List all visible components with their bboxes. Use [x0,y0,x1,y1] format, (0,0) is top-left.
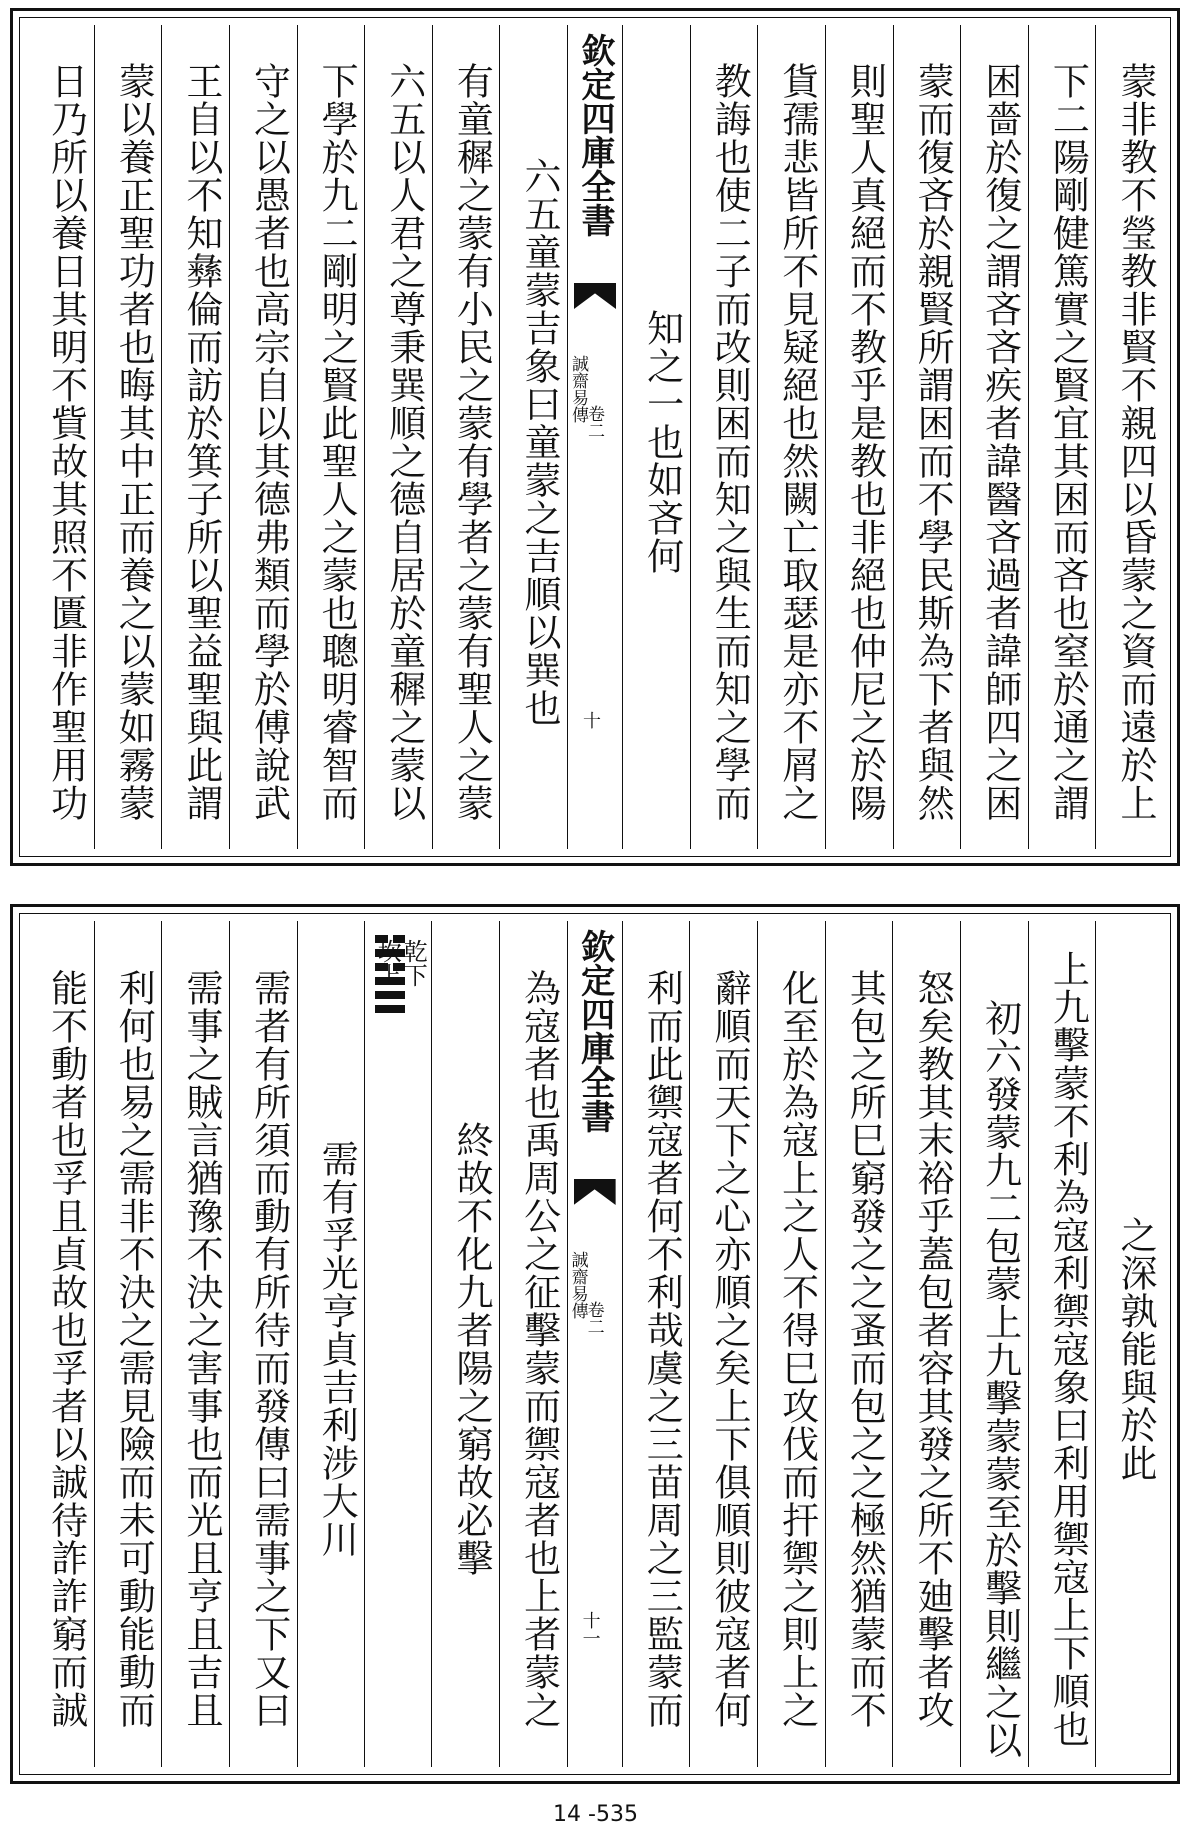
text-column [431,921,499,1767]
text-column [432,25,500,849]
text-column [960,25,1028,849]
text-line: 終故不化九者陽之窮故必擊 [449,1121,493,1577]
text-line: 利而此禦寇者何不利哉虞之三苗周之三監蒙而 [640,969,684,1729]
text-column [1028,921,1096,1767]
text-column [229,921,297,1767]
text-line: 日乃所以養日其明不貲故其照不匱非作聖用功 [44,62,88,822]
book-title: 誠齋易傳 [567,1251,588,1319]
text-column [27,921,94,1767]
text-column [94,25,162,849]
text-line: 能不動者也孚且貞故也孚者以誠待詐詐窮而誠 [44,969,88,1729]
text-line: 辭順而天下之心亦順之矣上下俱順則彼寇者何 [707,969,751,1729]
volume-label: 卷二 [583,1301,604,1335]
text-line: 怒矣教其末裕乎蓋包者容其發之所不廸擊者攻 [910,969,954,1729]
text-column [825,25,893,849]
volume-label: 卷二 [584,405,604,439]
text-line: 化至於為寇上之人不得巳攻伐而扞禦之則上之 [775,969,819,1729]
text-column [499,25,567,849]
text-column [229,25,297,849]
top-columns [27,25,1163,849]
text-line: 上九擊蒙不利為寇利禦寇象曰利用禦寇上下順也 [1046,950,1090,1748]
center-margin [567,25,622,849]
text-line: 為寇者也禹周公之征擊蒙而禦寇者也上者蒙之 [517,969,561,1729]
text-column [161,25,229,849]
text-column [622,921,690,1767]
folio-number: 十 [580,711,601,729]
text-line: 六五童蒙吉象曰童蒙之吉順以巽也 [518,157,561,727]
text-line: 需者有所須而動有所待而發傳曰需事之下又曰 [247,969,291,1729]
collection-title: 欽定四庫全書 [574,929,615,1133]
text-line: 則聖人真絕而不教乎是教也非絕也仲尼之於陽 [843,62,887,822]
text-column [825,921,893,1767]
text-column [622,25,690,849]
upper-trigram-label: 坎上 [373,939,402,987]
text-line: 下二陽剛健篤實之賢宜其困而吝也窒於通之謂 [1046,62,1090,822]
text-column [161,921,229,1767]
text-column [893,25,961,849]
text-column [960,921,1028,1767]
text-line: 蒙非教不瑩教非賢不親四以昏蒙之資而遠於上 [1114,62,1157,822]
solid-line [375,1005,405,1013]
text-column [892,921,960,1767]
text-line: 教誨也使二子而改則困而知之與生而知之學而 [708,62,752,822]
text-line: 蒙以養正聖功者也晦其中正而養之以蒙如霧蒙 [112,62,156,822]
text-line: 貨孺悲皆所不見疑絕也然闕亡取瑟是亦不屑之 [775,62,819,822]
text-column [499,921,567,1767]
book-title: 誠齋易傳 [568,355,588,423]
text-column [1028,25,1096,849]
text-line: 王自以不知彝倫而訪於箕子所以聖益聖與此謂 [179,62,223,822]
text-line: 需有孚光亨貞吉利涉大川 [315,1140,359,1558]
text-line: 初六發蒙九二包蒙上九擊蒙蒙至於擊則繼之以 [978,999,1022,1759]
solid-line [375,991,405,999]
bottom-page-frame [10,904,1180,1784]
text-column [690,25,758,849]
text-column [1095,921,1163,1767]
fishtail-mark [574,283,616,309]
text-line: 利何也易之需非不決之需見險而未可動能動而 [112,969,156,1729]
center-margin [567,921,622,1767]
fishtail-mark [574,1179,616,1205]
collection-title: 欽定四庫全書 [575,33,615,237]
folio-number: 十一 [579,1611,601,1647]
text-column [757,921,825,1767]
text-line: 需事之賊言猶豫不決之害事也而光且亨且吉且 [179,969,223,1729]
text-column [94,921,162,1767]
hexagram-column [364,921,431,1767]
text-line: 蒙而復吝於親賢所謂困而不學民斯為下者與然 [911,62,955,822]
text-line: 之深孰能與於此 [1114,1216,1157,1482]
text-line: 守之以愚者也高宗自以其德弗類而學於傅說武 [247,62,291,822]
text-column [364,25,432,849]
text-line: 六五以人君之尊秉巽順之德自居於童穉之蒙以 [382,62,426,822]
text-column [757,25,825,849]
text-column [297,921,365,1767]
text-column [297,25,365,849]
text-line: 知之一也如吝何 [640,309,684,575]
text-column [27,25,94,849]
text-column [689,921,757,1767]
text-column [1095,25,1163,849]
page-number: 14 -535 [553,1802,638,1827]
text-line: 其包之所巳窮發之之蚤而包之之極然猶蒙而不 [843,969,887,1729]
lower-trigram-label: 乾下 [399,939,428,987]
text-line: 困嗇於復之謂吝吝疾者諱醫吝過者諱師四之困 [978,62,1022,822]
text-line: 下學於九二剛明之賢此聖人之蒙也聰明睿智而 [315,62,359,822]
top-page-frame [10,8,1180,866]
bottom-columns [27,921,1163,1767]
text-line: 有童穉之蒙有小民之蒙有學者之蒙有聖人之蒙 [450,62,494,822]
